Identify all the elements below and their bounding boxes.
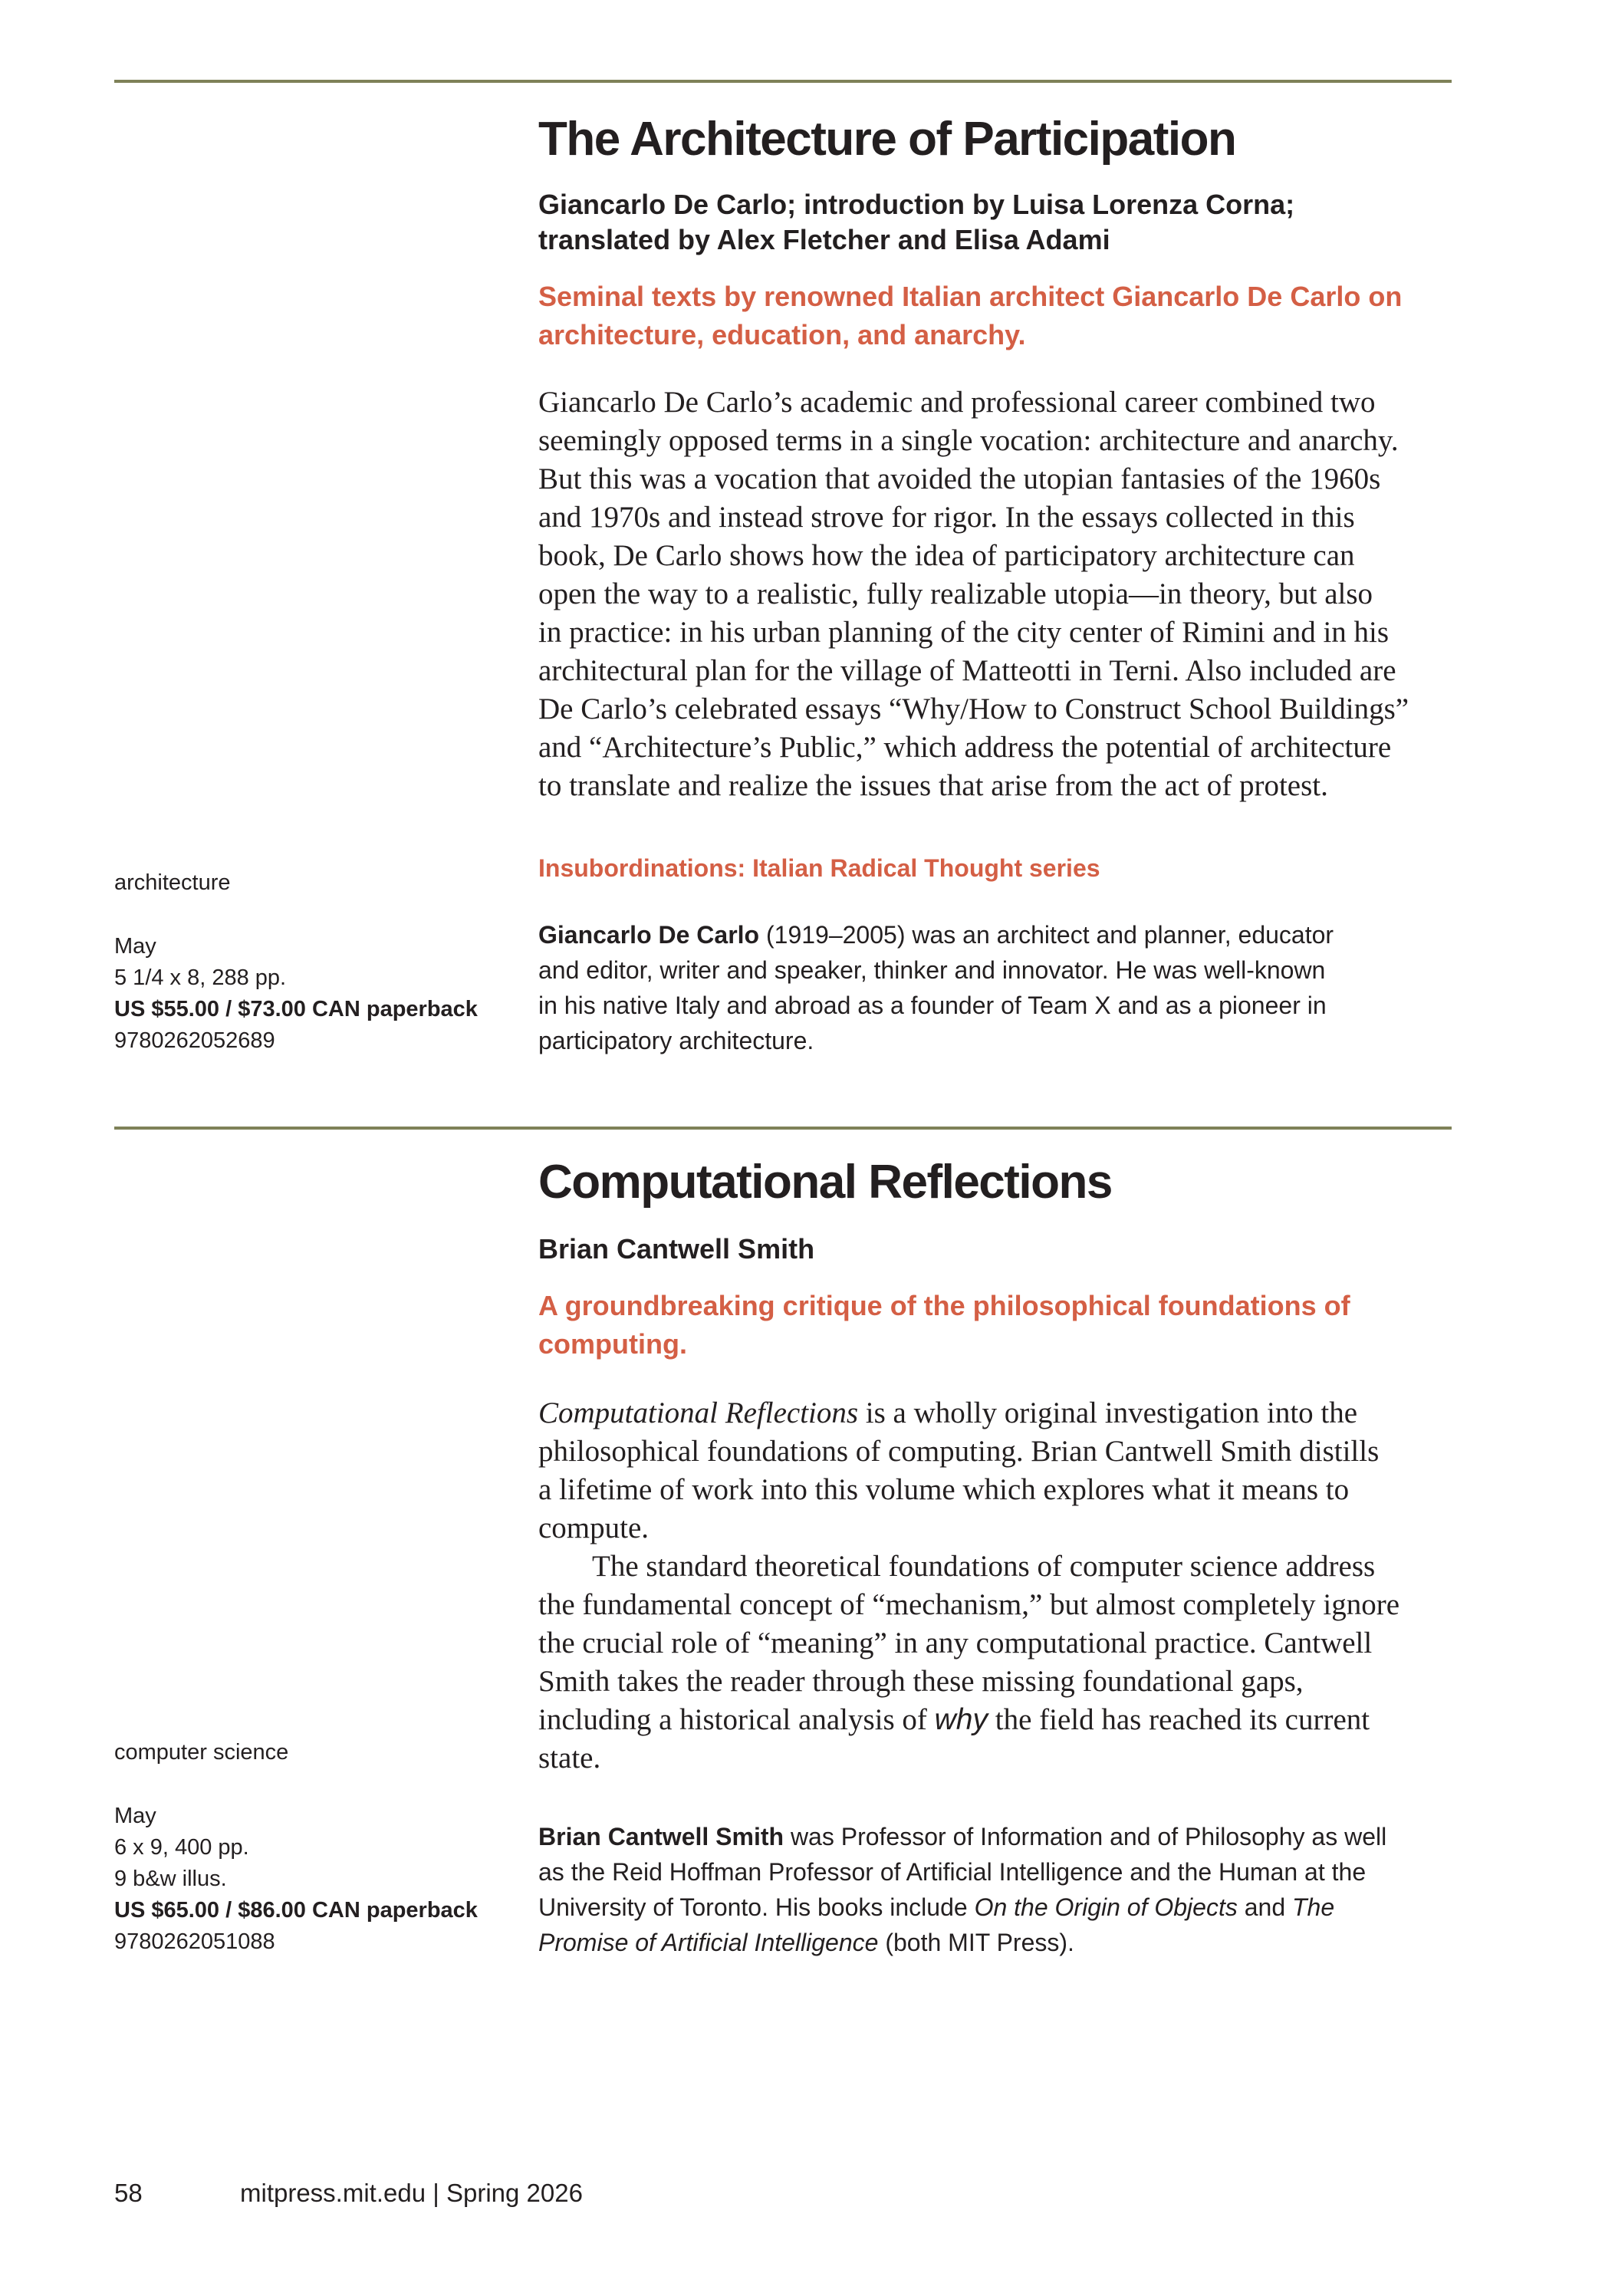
description-line: Smith takes the reader through these missing foundational gaps, bbox=[538, 1665, 1304, 1698]
description-line: philosophical foundations of computing. Brian Cantwell Smith distills bbox=[538, 1435, 1380, 1468]
book-metadata bbox=[114, 1737, 528, 1958]
bio-author-name: Brian Cantwell Smith bbox=[538, 1823, 784, 1850]
description-line: and “Architecture’s Public,” which address the potential of architecture bbox=[538, 731, 1392, 764]
description-line: in practice: in his urban planning of the city center of Rimini and in his bbox=[538, 616, 1390, 649]
book-description bbox=[538, 1394, 1459, 1778]
tagline-line: A groundbreaking critique of the philosophical foundations of bbox=[538, 1290, 1350, 1321]
description-paragraph bbox=[538, 1394, 1459, 1548]
bio-text: University of Toronto. His books include bbox=[538, 1893, 975, 1921]
description-line: compute. bbox=[538, 1511, 650, 1544]
bio-text: (both MIT Press). bbox=[878, 1929, 1074, 1956]
description-italic-title: Computational Reflections bbox=[538, 1396, 859, 1429]
publication-season: May bbox=[114, 934, 156, 959]
description-line: architectural plan for the village of Matteotti in Terni. Also included are bbox=[538, 654, 1396, 687]
description-line: open the way to a realistic, fully realizable utopia—in theory, but also bbox=[538, 577, 1373, 610]
bio-text: participatory architecture. bbox=[538, 1027, 814, 1054]
subject-category: computer science bbox=[114, 1740, 289, 1765]
authors-line: Giancarlo De Carlo; introduction by Luisa Lorenza Corna; bbox=[538, 189, 1295, 220]
book-entry-main bbox=[538, 1155, 1459, 1778]
author-bio bbox=[538, 1819, 1459, 1960]
book-tagline bbox=[538, 1287, 1459, 1363]
book-entry-main bbox=[538, 112, 1459, 805]
description-line: a lifetime of work into this volume which explores what it means to bbox=[538, 1473, 1350, 1506]
book-price: US $55.00 / $73.00 CAN paperback bbox=[114, 997, 478, 1021]
description-line: is a wholly original investigation into the bbox=[858, 1396, 1358, 1429]
book-title: Computational Reflections bbox=[538, 1156, 1112, 1209]
page-number: 58 bbox=[114, 2179, 143, 2207]
description-emphasis: why bbox=[934, 1703, 988, 1736]
tagline-line: architecture, education, and anarchy. bbox=[538, 319, 1026, 350]
book-metadata bbox=[114, 867, 528, 1057]
bio-text: was Professor of Information and of Philosophy as well bbox=[784, 1823, 1387, 1850]
description-line: De Carlo’s celebrated essays “Why/How to Construct School Buildings” bbox=[538, 692, 1409, 725]
book-format: 5 1/4 x 8, 288 pp. bbox=[114, 965, 287, 990]
section-divider bbox=[114, 80, 1452, 83]
description-line: seemingly opposed terms in a single vocation: architecture and anarchy. bbox=[538, 424, 1399, 457]
description-line: and 1970s and instead strove for rigor. In the essays collected in this bbox=[538, 501, 1355, 534]
description-line: the fundamental concept of “mechanism,” but almost completely ignore bbox=[538, 1588, 1400, 1621]
tagline-line: Seminal texts by renowned Italian architect Giancarlo De Carlo on bbox=[538, 281, 1403, 312]
book-title: The Architecture of Participation bbox=[538, 113, 1236, 166]
description-line: including a historical analysis of bbox=[538, 1703, 935, 1736]
book-authors bbox=[538, 187, 1459, 258]
book-illustrations: 9 b&w illus. bbox=[114, 1867, 227, 1891]
book-isbn: 9780262052689 bbox=[114, 1028, 275, 1053]
description-line: book, De Carlo shows how the idea of participatory architecture can bbox=[538, 539, 1355, 572]
book-format: 6 x 9, 400 pp. bbox=[114, 1835, 249, 1860]
description-line: Giancarlo De Carlo’s academic and professional career combined two bbox=[538, 386, 1376, 419]
authors-line: translated by Alex Fletcher and Elisa Adami bbox=[538, 224, 1110, 255]
description-paragraph bbox=[538, 1548, 1459, 1778]
book-description bbox=[538, 383, 1459, 805]
bio-text: (1919–2005) was an architect and planner, educator bbox=[759, 921, 1334, 949]
bio-text: in his native Italy and abroad as a founder of Team X and as a pioneer in bbox=[538, 992, 1327, 1019]
bio-text: as the Reid Hoffman Professor of Artificial Intelligence and the Human at the bbox=[538, 1858, 1367, 1886]
bio-book-title: On the Origin of Objects bbox=[974, 1893, 1238, 1921]
section-divider bbox=[114, 1127, 1452, 1130]
book-authors: Brian Cantwell Smith bbox=[538, 1233, 815, 1265]
publication-season: May bbox=[114, 1804, 156, 1828]
book-tagline bbox=[538, 278, 1459, 354]
description-line: to translate and realize the issues that arise from the act of protest. bbox=[538, 769, 1328, 802]
page-footer bbox=[114, 2178, 583, 2209]
book-price: US $65.00 / $86.00 CAN paperback bbox=[114, 1898, 478, 1923]
footer-site-season: mitpress.mit.edu | Spring 2026 bbox=[240, 2179, 583, 2207]
bio-book-title: Promise of Artificial Intelligence bbox=[538, 1929, 879, 1956]
description-paragraph bbox=[538, 383, 1459, 805]
author-bio bbox=[538, 917, 1459, 1058]
tagline-line: computing. bbox=[538, 1328, 687, 1360]
description-line: The standard theoretical foundations of computer science address bbox=[592, 1550, 1376, 1583]
bio-book-title: The bbox=[1292, 1893, 1335, 1921]
series-name: Insubordinations: Italian Radical Thought series bbox=[538, 854, 1100, 882]
description-line: the field has reached its current bbox=[988, 1703, 1370, 1736]
description-line: the crucial role of “meaning” in any computational practice. Cantwell bbox=[538, 1627, 1373, 1660]
book-isbn: 9780262051088 bbox=[114, 1929, 275, 1954]
bio-text: and bbox=[1237, 1893, 1292, 1921]
subject-category: architecture bbox=[114, 870, 231, 895]
bio-author-name: Giancarlo De Carlo bbox=[538, 921, 760, 949]
description-line: state. bbox=[538, 1742, 601, 1775]
bio-text: and editor, writer and speaker, thinker and innovator. He was well-known bbox=[538, 956, 1326, 984]
description-line: But this was a vocation that avoided the utopian fantasies of the 1960s bbox=[538, 462, 1381, 495]
